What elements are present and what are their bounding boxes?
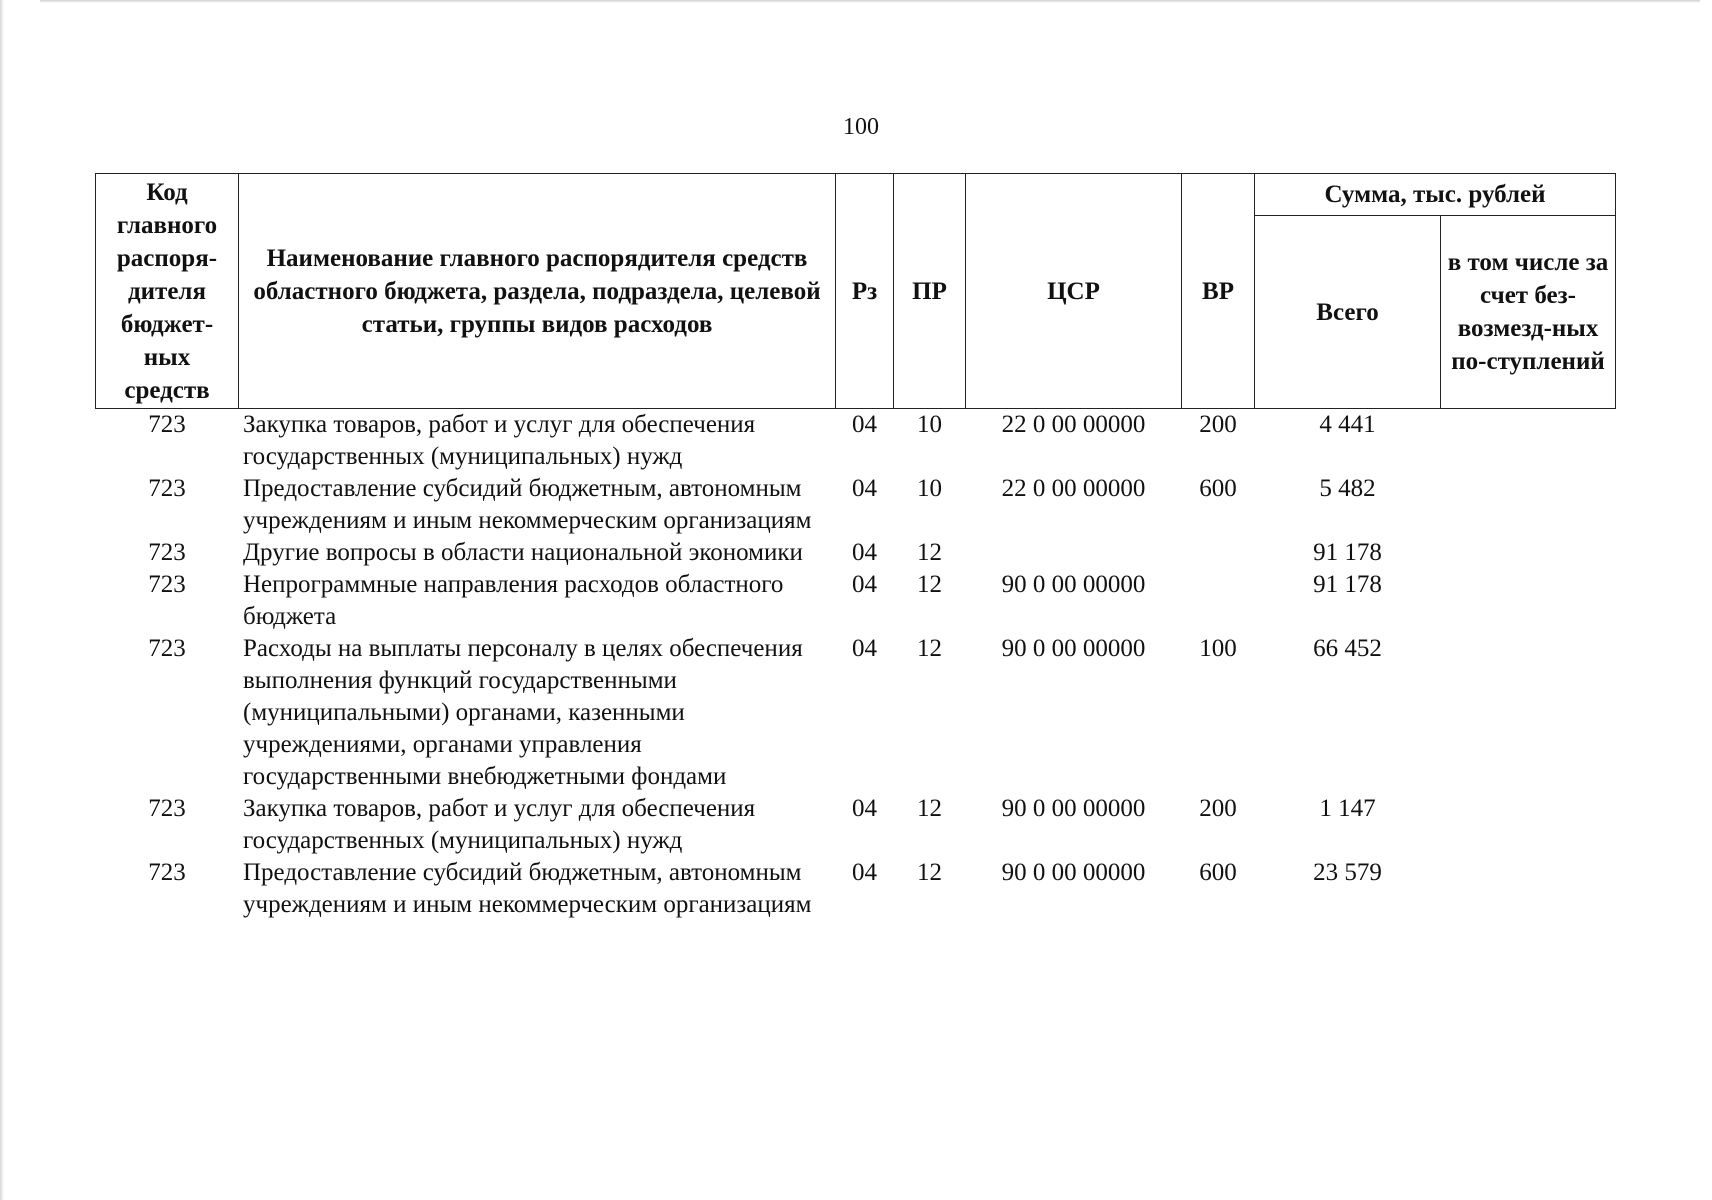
cell-rz: 04 <box>852 795 877 822</box>
cell-code: 723 <box>148 475 186 502</box>
table-row <box>96 473 1616 537</box>
table-row <box>96 633 1616 793</box>
header-free: в том числе за счет без-возмезд-ных по-ступлений <box>1441 216 1616 409</box>
cell-csr: 90 0 00 00000 <box>1001 795 1146 822</box>
cell-rz: 04 <box>852 475 877 502</box>
cell-total: 91 178 <box>1313 539 1382 566</box>
table-row <box>96 857 1616 921</box>
cell-total: 66 452 <box>1313 635 1382 662</box>
cell-pr: 12 <box>917 539 942 566</box>
budget-table <box>95 173 1616 921</box>
scan-edge-left <box>0 0 4 1200</box>
cell-name: Расходы на выплаты персоналу в целях обеспечения выполнения функций государственными (муниципальными) органами, казенными учреждениями, органами управления государственными внебюджетными фондами <box>243 635 803 790</box>
cell-code: 723 <box>148 859 186 886</box>
cell-vr: 600 <box>1199 475 1237 502</box>
cell-pr: 10 <box>917 411 942 438</box>
cell-free <box>1441 473 1616 537</box>
cell-rz: 04 <box>852 635 877 662</box>
cell-total: 5 482 <box>1319 475 1376 502</box>
cell-name: Закупка товаров, работ и услуг для обеспечения государственных (муниципальных) нужд <box>243 795 756 854</box>
cell-csr: 90 0 00 00000 <box>1001 635 1146 662</box>
scan-edge-top <box>40 0 1700 3</box>
header-vr: ВР <box>1182 174 1255 409</box>
cell-vr: 200 <box>1199 795 1237 822</box>
cell-code: 723 <box>148 539 186 566</box>
table-row <box>96 793 1616 857</box>
cell-vr: 600 <box>1199 859 1237 886</box>
cell-free <box>1441 793 1616 857</box>
cell-csr: 90 0 00 00000 <box>1001 859 1146 886</box>
cell-csr: 90 0 00 00000 <box>1001 571 1146 598</box>
cell-rz: 04 <box>852 411 877 438</box>
header-total: Всего <box>1255 216 1441 409</box>
header-csr: ЦСР <box>966 174 1182 409</box>
cell-name: Другие вопросы в области национальной экономики <box>243 539 803 566</box>
table-row <box>96 537 1616 569</box>
cell-code: 723 <box>148 411 186 438</box>
header-rz: Рз <box>836 174 894 409</box>
cell-pr: 12 <box>917 635 942 662</box>
cell-code: 723 <box>148 795 186 822</box>
cell-name: Предоставление субсидий бюджетным, автономным учреждениям и иным некоммерческим организациям <box>243 475 812 534</box>
table-row <box>96 409 1616 474</box>
cell-total: 91 178 <box>1313 571 1382 598</box>
cell-total: 23 579 <box>1313 859 1382 886</box>
cell-free <box>1441 857 1616 921</box>
cell-name: Непрограммные направления расходов областного бюджета <box>243 571 784 630</box>
table-body <box>96 409 1616 922</box>
cell-rz: 04 <box>852 539 877 566</box>
cell-free <box>1441 633 1616 793</box>
cell-free <box>1441 569 1616 633</box>
cell-name: Предоставление субсидий бюджетным, автономным учреждениям и иным некоммерческим организациям <box>243 859 812 918</box>
cell-rz: 04 <box>852 571 877 598</box>
cell-vr: 100 <box>1199 635 1237 662</box>
cell-vr <box>1182 569 1255 633</box>
cell-pr: 12 <box>917 859 942 886</box>
cell-name: Закупка товаров, работ и услуг для обеспечения государственных (муниципальных) нужд <box>243 411 756 470</box>
cell-free <box>1441 537 1616 569</box>
cell-total: 1 147 <box>1319 795 1376 822</box>
cell-pr: 12 <box>917 795 942 822</box>
page-number: 100 <box>843 114 879 140</box>
cell-csr <box>966 537 1182 569</box>
cell-rz: 04 <box>852 859 877 886</box>
cell-total: 4 441 <box>1319 411 1376 438</box>
cell-csr: 22 0 00 00000 <box>1001 475 1146 502</box>
cell-csr: 22 0 00 00000 <box>1001 411 1146 438</box>
cell-vr: 200 <box>1199 411 1237 438</box>
header-sum-group: Сумма, тыс. рублей <box>1255 174 1616 216</box>
cell-vr <box>1182 537 1255 569</box>
table-row <box>96 569 1616 633</box>
cell-pr: 10 <box>917 475 942 502</box>
header-name: Наименование главного распорядителя средств областного бюджета, раздела, подраздела, целевой статьи, группы видов расходов <box>239 174 836 409</box>
header-pr: ПР <box>894 174 966 409</box>
cell-code: 723 <box>148 571 186 598</box>
cell-code: 723 <box>148 635 186 662</box>
cell-pr: 12 <box>917 571 942 598</box>
cell-free <box>1441 409 1616 474</box>
header-code: Код главного распоря-дителя бюджет-ных средств <box>96 174 239 409</box>
